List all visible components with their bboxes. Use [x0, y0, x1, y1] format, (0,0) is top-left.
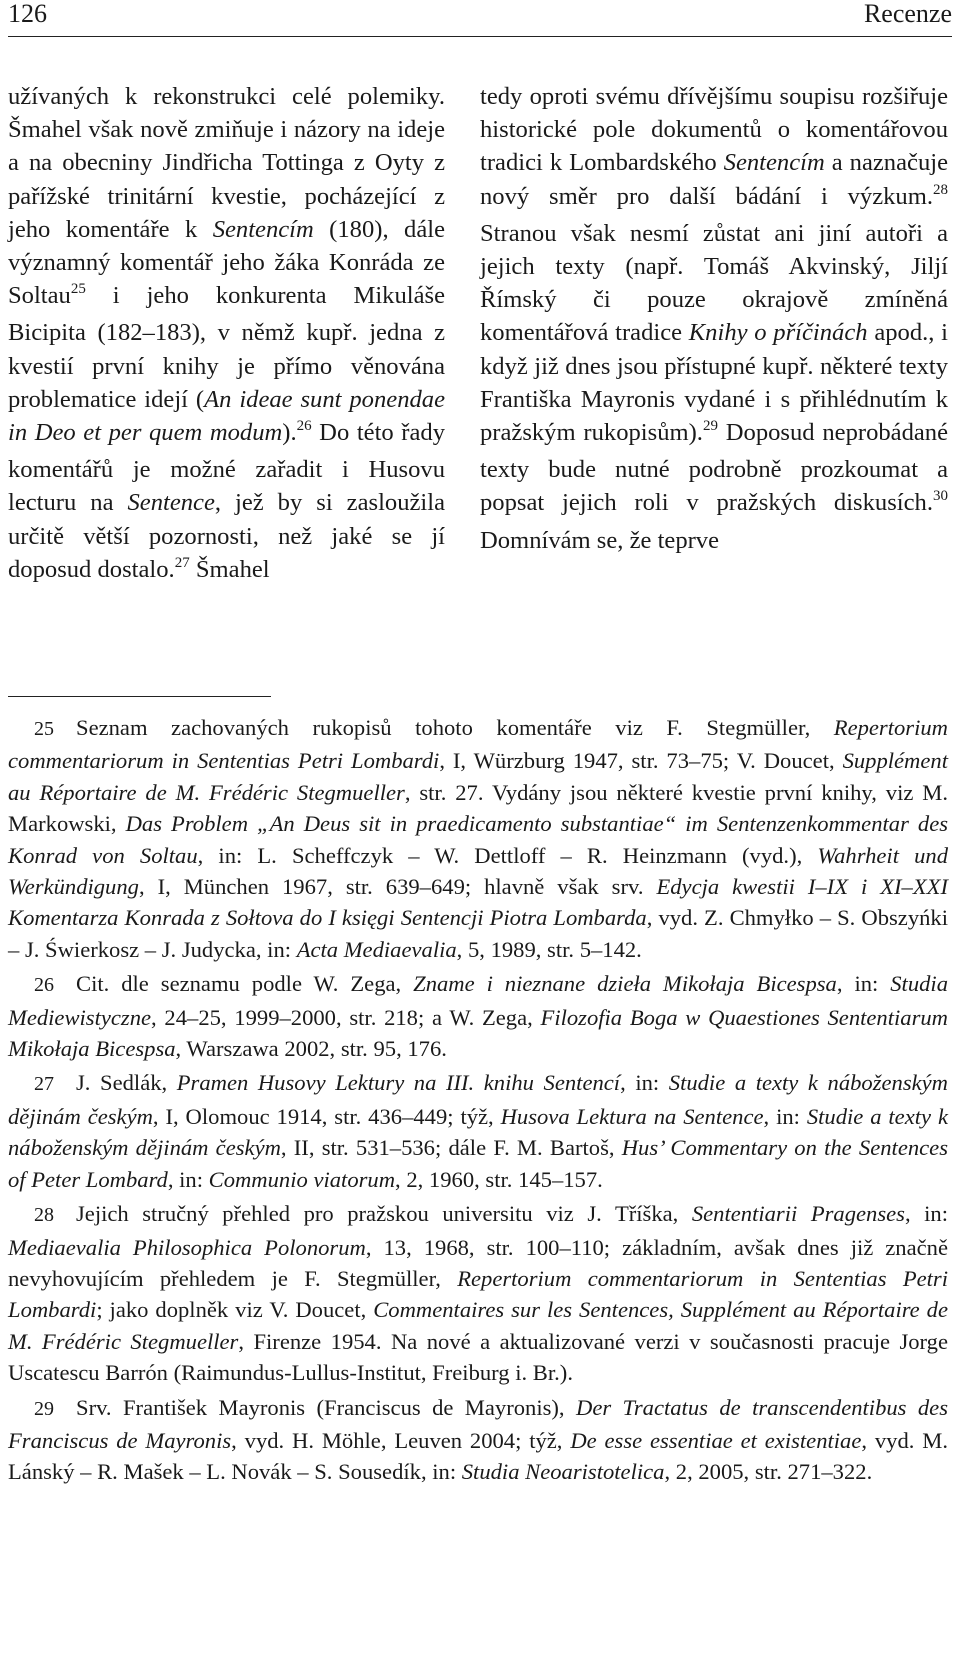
footnote-ref-26[interactable]: 26: [296, 418, 312, 435]
footnote-29: 29 Srv. František Mayronis (Franciscus de Mayronis), Der Tractatus de transcendentibus des Franciscus de Mayronis, vyd. H. Möhle, Leuven 2004; týž, De esse essentiae et existentiae, vyd. M. Lánský – R. Mašek – L. Novák – S. Sousedík, in: Studia Neoaristotelica, 2, 2005, str. 271–322.: [8, 1394, 948, 1485]
section-title: Recenze: [863, 0, 952, 28]
footnote-27: 27 J. Sedlák, Pramen Husovy Lektury na III. knihu Sentencí, in: Studie a texty k náboženským dějinám českým, I, Olomouc 1914, str. 436–449; týž, Husova Lektura na Sentence, in: Studie a texty k náboženským dějinám českým, II, str. 531–536; dále F. M. Bartoš, Hus’ Commentary on the Sentences of Peter Lombard, in: Communio viatorum, 2, 1960, str. 145–157.: [8, 1070, 949, 1192]
footnote-ref-28[interactable]: 28: [933, 181, 948, 198]
footnotes: [8, 712, 948, 1491]
footnote-separator: [8, 696, 271, 697]
footnote-ref-30[interactable]: 30: [933, 488, 948, 505]
footnote-ref-27[interactable]: 27: [174, 554, 190, 571]
footnote-26: 26 Cit. dle seznamu podle W. Zega, Zname i nieznane dzieła Mikołaja Bicespsa, in: Studia Mediewistyczne, 24–25, 1999–2000, str. 218; a W. Zega, Filozofia Boga w Quaestiones Sententiarum Mikołaja Bicespsa, Warszawa 2002, str. 95, 176.: [8, 971, 948, 1062]
page-number: 126: [8, 0, 47, 28]
footnote-ref-25[interactable]: 25: [70, 281, 86, 298]
left-paragraph: užívaných k rekonstrukci celé polemiky. Šmahel však nově zmiňuje i názory na ideje a na obecniny Jindřicha Tottinga z Oyty z pařížské trinitární kvestie, pocházející z jeho komentáře k Sentencím (180), dále významný komentář jeho žáka Konráda ze Soltau$^{25}$ i jeho konkurenta Mikuláše Bicipita (182–183), v němž kupř. jedna z kvestií první knihy je přímo věnována problematice idejí (An ideae sunt ponendae in Deo et per quem modum).$^{26}$ Do této řady komentářů je možné zařadit i Husovu lecturu na Sentence, jež by si zasloužila určitě větší pozornosti, než jaké se jí doposud dostalo.$^{27}$ Šmahel: [8, 83, 445, 583]
footnote-25: 25 Seznam zachovaných rukopisů tohoto komentáře viz F. Stegmüller, Repertorium commentariorum in Sententias Petri Lombardi, I, Würzburg 1947, str. 73–75; V. Doucet, Supplément au Réportaire de M. Frédéric Stegmueller, str. 27. Vydány jsou některé kvestie první knihy, viz M. Markowski, Das Problem „An Deus sit in praedicamento substantiae“ im Sentenzenkommentar des Konrad von Soltau, in: L. Scheffczyk – W. Dettloff – R. Heinzmann (vyd.), Wahrheit und Werkündigung, I, München 1967, str. 639–649; hlavně však srv. Edycja kwestii I–IX i XI–XXI Komentarza Konrada z Sołtova do I księgi Sentencji Piotra Lombarda, vyd. Z. Chmyłko – S. Obszyńki – J. Świerkosz – J. Judycka, in: Acta Mediaevalia, 5, 1989, str. 5–142.: [8, 715, 949, 962]
body-column-right: [480, 80, 948, 557]
footnote-28: 28 Jejich stručný přehled pro pražskou universitu viz J. Tříška, Sententiarii Pragenses, in: Mediaevalia Philosophica Polonorum, 13, 1968, str. 100–110; základním, avšak dnes již značně nevyhovujícím přehledem je F. Stegmüller, Repertorium commentariorum in Sententias Petri Lombardi; jako doplněk viz V. Doucet, Commentaires sur les Sentences, Supplément au Réportaire de M. Frédéric Stegmueller, Firenze 1954. Na nové a aktualizované verzi v současnosti pracuje Jorge Uscatescu Barrón (Raimundus-Lullus-Institut, Freiburg i. Br.).: [8, 1201, 949, 1386]
right-paragraph: tedy oproti svému dřívějšímu soupisu rozšiřuje historické pole dokumentů o komentářovou tradici k Lombardského Sentencím a naznačuje nový směr pro další bádání i výzkum.$^{28}$ Stranou však nesmí zůstat ani jiní autoři a jejich texty (např. Tomáš Akvinský, Jiljí Římský či pouze okrajově zmíněná komentářová tradice Knihy o příčinách apod., i když již dnes jsou přístupné kupř. některé texty Františka Mayronis vydané i s přihlédnutím k pražským rukopisům).$^{29}$ Doposud neprobádané texty bude nutné podrobně prozkoumat a popsat jejich roli v pražských diskusích.$^{30}$ Domnívám se, že teprve: [480, 83, 949, 554]
running-header: [8, 0, 952, 37]
body-column-left: [8, 80, 445, 590]
footnote-ref-29[interactable]: 29: [702, 418, 718, 435]
